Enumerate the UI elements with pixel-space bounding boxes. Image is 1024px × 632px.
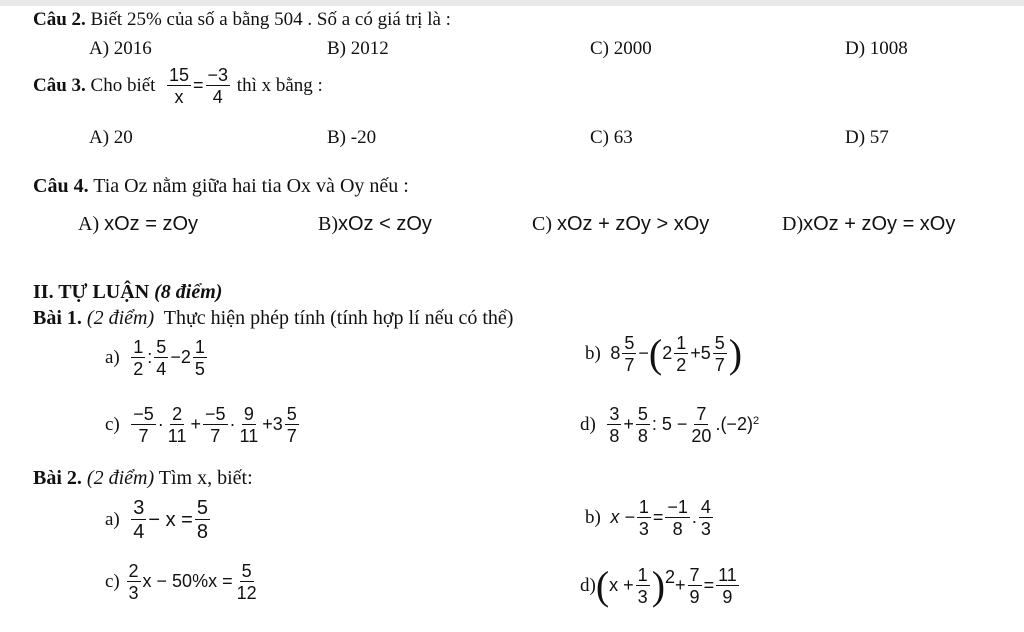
exercise-2c: c) $\frac{2}{3}$ x − 50%x = $\frac{5}{12}$ (105, 561, 257, 603)
exercise-1: Bài 1. (2 điểm) Thực hiện phép tính (tính hợp lí nếu có thể) (33, 307, 514, 329)
q2-option-c: C) 2000 (590, 38, 652, 59)
question-2 (33, 10, 451, 31)
question-text: Biết 25% của số a bằng 504 . Số a có giá trị là : (90, 9, 451, 30)
q2-option-d: D) 1008 (845, 38, 908, 59)
q2-option-b: B) 2012 (327, 38, 389, 59)
exercise-1a: a) $\frac{1}{2}$ : $\frac{5}{4}$ −2 $\frac{1}{5}$ (105, 337, 205, 379)
q3-option-a: A) 20 (89, 127, 133, 148)
exercise-1b: b) 8 $\frac{5}{7}$ − ( 2 $\frac{1}{2}$ +5 $\frac{5}{7}$ ) (585, 331, 743, 376)
question-3: Câu 3. Cho biết $\frac{15}{x}$ = $\frac{-3}{4}$ thì x bằng : (33, 65, 323, 107)
section-heading: II. TỰ LUẬN (8 điểm) (33, 281, 223, 303)
q4-option-a: A) xOz = zOy (78, 213, 199, 235)
fraction: $\frac{-3}{4}$ (207, 65, 229, 107)
exercise-2b: b) x − $\frac{1}{3}$ = $\frac{-1}{8}$ . $\frac{4}{3}$ (585, 497, 711, 539)
question-label: Câu 3. (33, 74, 86, 96)
question-text: thì x bằng : (236, 74, 323, 96)
question-text: Tia Oz nằm giữa hai tia Ox và Oy nếu : (93, 175, 409, 197)
question-label: Câu 2. (33, 9, 86, 30)
q3-option-c: C) 63 (590, 127, 633, 148)
exercise-2d: d) ( x + $\frac{1}{3}$ ) 2 + $\frac{7}{9}$ = $\frac{11}{9}$ (580, 563, 737, 608)
q4-option-c: C) xOz + zOy > xOy (532, 213, 710, 235)
fraction: $\frac{15}{x}$ (168, 65, 189, 107)
question-text: Cho biết (90, 74, 156, 96)
q4-option-d: D)xOz + zOy = xOy (782, 213, 956, 235)
q3-option-b: B) -20 (327, 127, 377, 148)
top-edge (0, 0, 1024, 6)
q2-option-a: A) 2016 (89, 38, 152, 59)
q4-option-b: B)xOz < zOy (318, 213, 432, 235)
exercise-2: Bài 2. (2 điểm) Tìm x, biết: (33, 467, 253, 489)
exercise-2a: a) $\frac{3}{4}$ − x = $\frac{5}{8}$ (105, 497, 208, 543)
exercise-1c: c) $\frac{-5}{7}$ · $\frac{2}{11}$ + $\frac{-5}{7}$ · $\frac{9}{11}$ +3 $\frac{5}{7}$ (105, 404, 297, 446)
question-label: Câu 4. (33, 175, 89, 197)
question-4 (33, 175, 409, 197)
q3-option-d: D) 57 (845, 127, 889, 148)
exercise-1d: d) $\frac{3}{8}$ + $\frac{5}{8}$ : 5 − $\frac{7}{20}$ .(−2) $^2$ (580, 404, 760, 446)
